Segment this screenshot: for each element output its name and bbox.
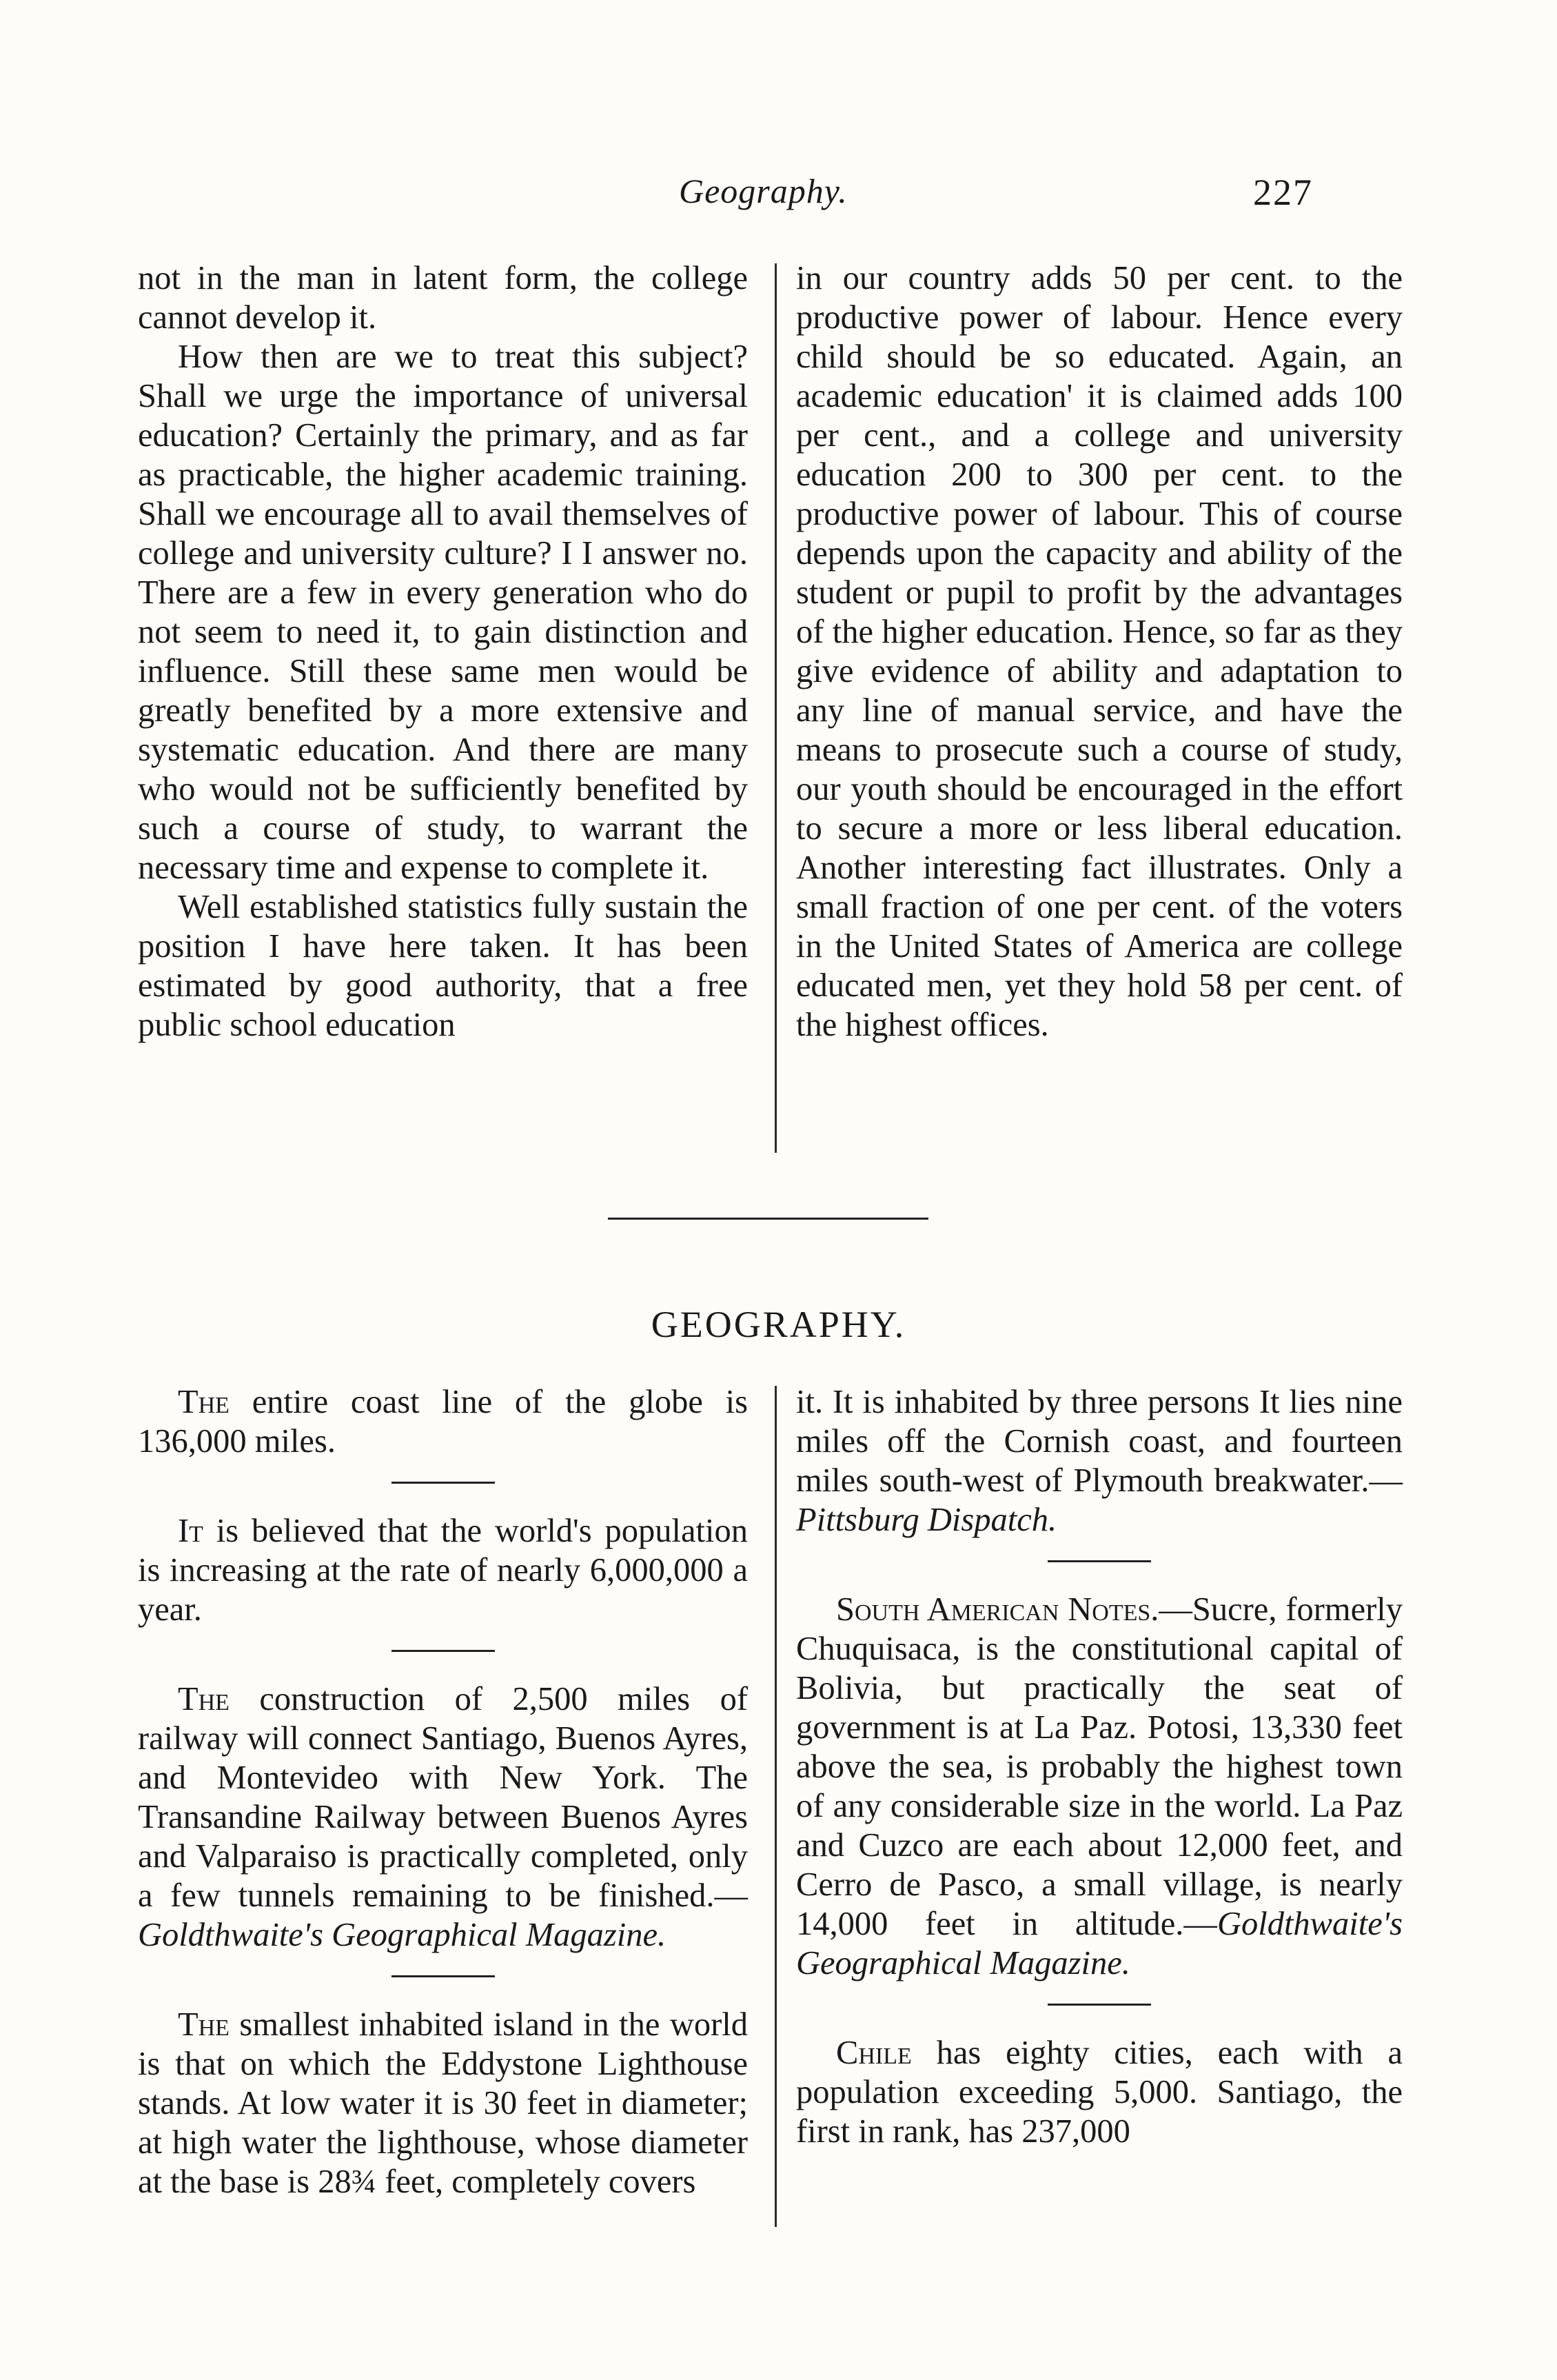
news-item	[796, 1590, 1403, 1983]
bottom-left-column	[138, 1382, 748, 2237]
news-item	[138, 2005, 748, 2201]
paragraph: not in the man in latent form, the college cannot develop it.	[138, 260, 748, 336]
news-item	[138, 1511, 748, 1629]
item-separator	[391, 1975, 495, 1977]
news-item	[138, 1680, 748, 1955]
item-separator	[1048, 2004, 1151, 2006]
paragraph: in our country adds 50 per cent. to the productive power of labour. Hence every child should be so educated. Again, an academic education' it is claimed adds 100 per cent., and a college and university education 200 to 300 per cent. to the productive power of labour. This of course depends upon the capacity and ability of the student or pupil to profit by the advantages of the higher education. Hence, so far as they give evidence of ability and adaptation to any line of manual service, and have the means to prosecute such a course of study, our youth should be encouraged in the effort to secure a more or less liberal education. Another interesting fact illustrates. Only a small fraction of one per cent. of the voters in the United States of America are college educated men, yet they hold 58 per cent. of the highest offices.	[796, 260, 1403, 1043]
page-header	[0, 171, 1557, 219]
section-heading: GEOGRAPHY.	[651, 1304, 906, 1345]
item-text: entire coast line of the globe is 136,000 miles.	[138, 1384, 748, 1460]
item-text: —Sucre, formerly Chuquisaca, is the constitutional capital of Bolivia, but practically the seat of government is at La Paz. Potosi, 13,330 feet above the sea, is probably the highest town of any considerable size in the world. La Paz and Cuzco are each about 12,000 feet, and Cerro de Pasco, a small village, is nearly 14,000 feet in altitude.—	[796, 1591, 1403, 1942]
item-lead: It	[178, 1513, 203, 1549]
item-text: is believed that the world's population is increasing at the rate of nearly 6,000,000 a year.	[138, 1513, 748, 1628]
item-lead: The	[178, 1681, 230, 1717]
item-separator	[391, 1650, 495, 1652]
news-item-continued	[796, 1382, 1403, 1540]
page-number: 227	[1253, 172, 1313, 213]
bottom-right-column	[796, 1382, 1403, 2237]
item-lead: The	[178, 2006, 230, 2043]
item-source: Pittsburg Dispatch.	[796, 1502, 1057, 1538]
item-separator	[1048, 1560, 1151, 1562]
item-source: Goldthwaite's Geographical Magazine.	[796, 1906, 1403, 1981]
item-text: smallest inhabited island in the world is that on which the Eddystone Lighthouse stands. At low water it is 30 feet in diameter; at high water the lighthouse, whose diameter at the base is 28¾ feet, completely covers	[138, 2006, 748, 2200]
item-lead: South American Notes.	[836, 1591, 1159, 1628]
column-divider	[775, 263, 777, 1153]
item-text: it. It is inhabited by three persons It lies nine miles off the Cornish coast, and fourteen miles south-west of Plymouth breakwater.—	[796, 1384, 1403, 1499]
item-source: Goldthwaite's Geographical Magazine.	[138, 1917, 666, 1953]
column-divider	[775, 1386, 777, 2227]
item-lead: The	[178, 1384, 230, 1420]
paragraph: How then are we to treat this subject? Shall we urge the importance of universal education? Certainly the primary, and as far as practicable, the higher academic training. Shall we encourage all to avail themselves of college and university culture? I I answer no. There are a few in every generation who do not seem to need it, to gain distinction and influence. Still these same men would be greatly benefited by a more extensive and systematic education. And there are many who would not be sufficiently benefited by such a course of study, to warrant the necessary time and expense to complete it.	[138, 339, 748, 886]
item-text: construction of 2,500 miles of railway will connect Santiago, Buenos Ayres, and Montevideo with New York. The Transandine Railway between Buenos Ayres and Valparaiso is practically completed, only a few tunnels remaining to be finished.—	[138, 1681, 748, 1914]
item-text: has eighty cities, each with a population exceeding 5,000. Santiago, the first in rank, has 237,000	[796, 2035, 1403, 2150]
top-left-column	[138, 259, 748, 1169]
paragraph: Well established statistics fully sustain the position I have here taken. It has been estimated by good authority, that a free public school education	[138, 889, 748, 1043]
news-item	[138, 1382, 748, 1461]
top-right-column	[796, 259, 1403, 1169]
news-item	[796, 2033, 1403, 2151]
section-rule	[608, 1218, 928, 1220]
item-lead: Chile	[836, 2035, 912, 2071]
item-separator	[391, 1482, 495, 1484]
running-title: Geography.	[679, 172, 848, 210]
